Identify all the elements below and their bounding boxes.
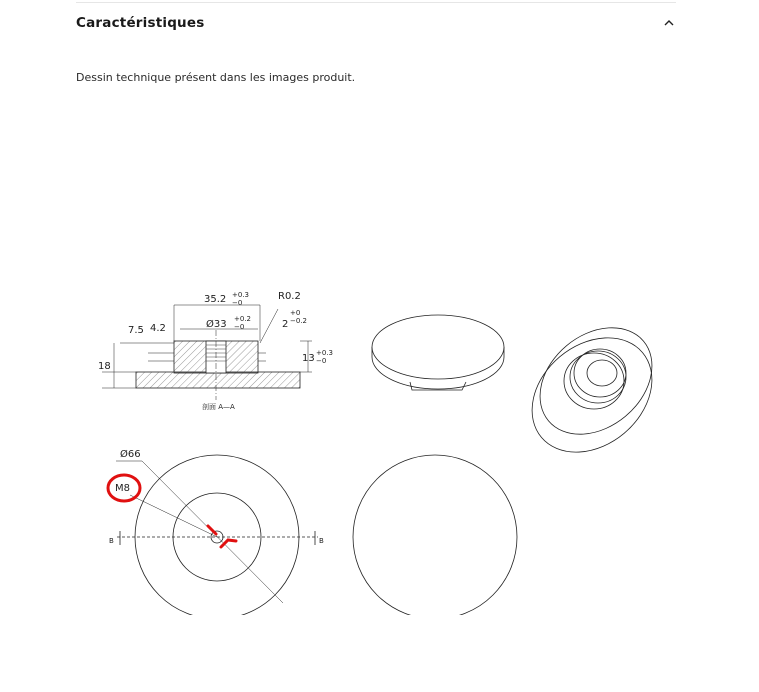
chevron-up-icon[interactable] — [662, 16, 676, 30]
svg-text:+0.3: +0.3 — [316, 349, 333, 357]
accordion-header-caracteristiques[interactable] — [76, 12, 676, 36]
dim-r0-2: R0.2 — [278, 291, 301, 302]
svg-text:−0.2: −0.2 — [290, 317, 307, 325]
technical-drawing — [90, 285, 670, 615]
dim-35-2: 35.2 — [204, 294, 227, 305]
isometric-bottom-view — [509, 306, 670, 476]
characteristics-description: Dessin technique présent dans les images produit. — [76, 71, 356, 84]
svg-text:−0: −0 — [232, 299, 243, 307]
dim-4-2: 4.2 — [150, 323, 166, 334]
svg-text:+0.3: +0.3 — [232, 291, 249, 299]
svg-text:+0.2: +0.2 — [234, 315, 251, 323]
dim-13: 13 — [302, 353, 315, 364]
dim-d66: Ø66 — [120, 449, 141, 460]
top-divider — [76, 2, 676, 3]
dim-d33: Ø33 — [206, 319, 227, 330]
accordion-title: Caractéristiques — [76, 15, 205, 31]
plan-view-plain — [353, 455, 517, 615]
svg-text:−0: −0 — [316, 357, 327, 365]
dim-7-5: 7.5 — [128, 325, 144, 336]
section-mark-left: B — [109, 537, 114, 545]
svg-text:−0: −0 — [234, 323, 245, 331]
isometric-top-view — [372, 315, 504, 390]
dim-2: 2 — [282, 319, 289, 330]
svg-text:+0: +0 — [290, 309, 301, 317]
thread-m8-label: M8 — [115, 483, 130, 494]
section-label: 剖面 A—A — [202, 403, 235, 411]
section-mark-right: B — [319, 537, 324, 545]
dim-18: 18 — [98, 361, 111, 372]
